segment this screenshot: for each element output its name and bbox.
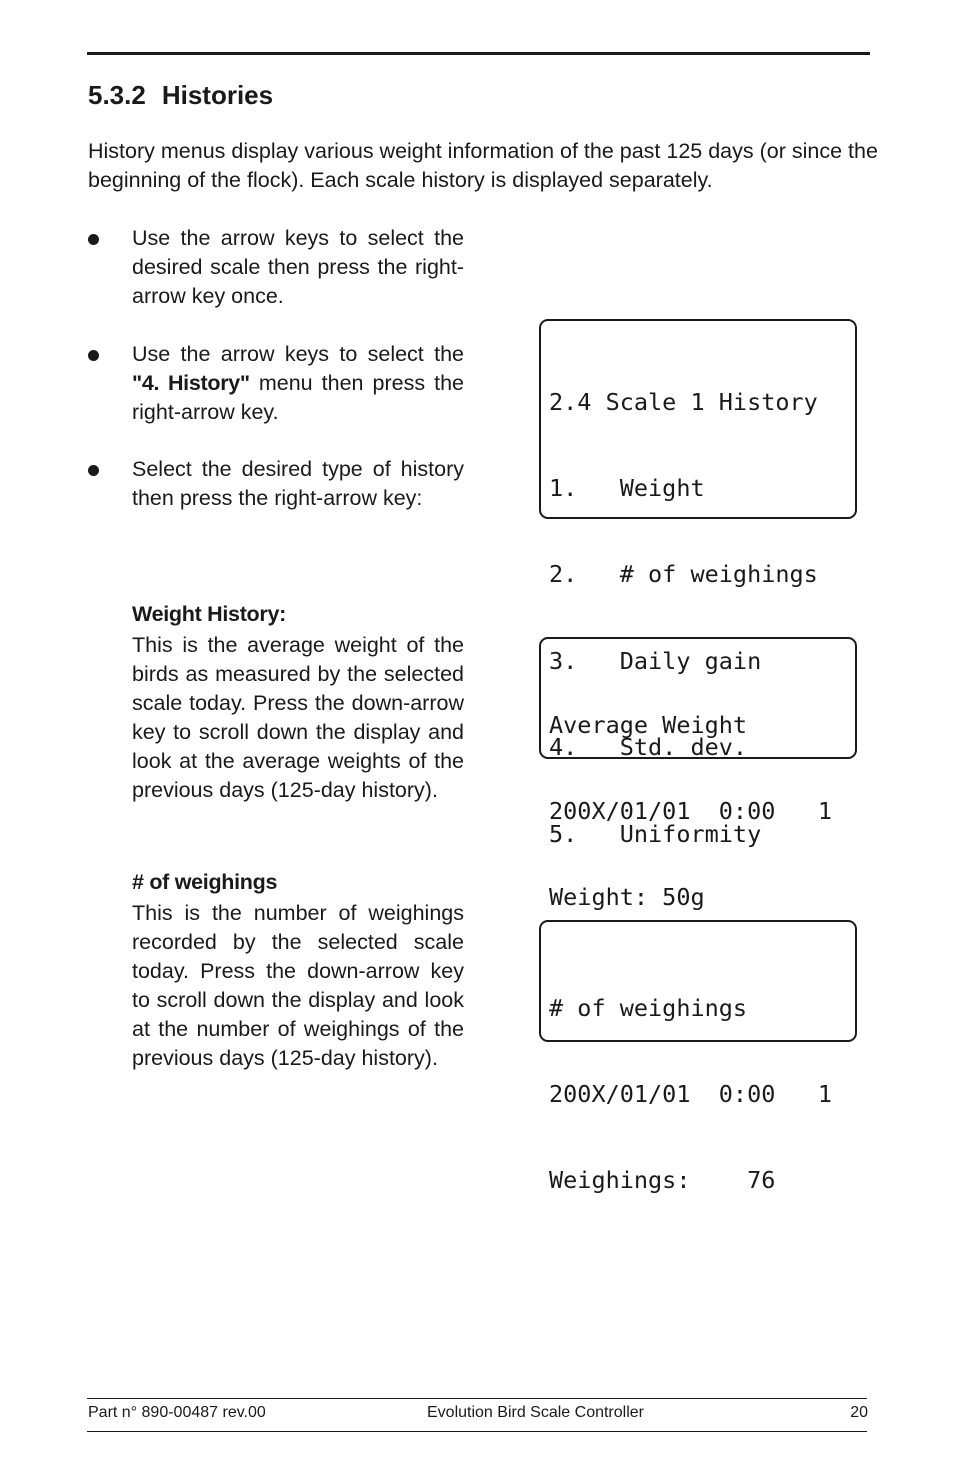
bullet-text-1: Use the arrow keys to select the desired scale then press the right-arrow key once. [132, 226, 464, 308]
footer [88, 1404, 868, 1426]
bullet-item-1 [88, 224, 468, 314]
intro-paragraph: History menus display various weight information of the past 125 days (or since the beginning of the flock). Each scale history is displayed separately. [88, 139, 878, 192]
bullet-icon [88, 234, 99, 245]
lcd-line: 2. # of weighings [549, 560, 818, 589]
header-rule [87, 52, 870, 55]
menu-reference: "4. History" [132, 371, 250, 395]
weighings-heading: # of weighings [132, 870, 278, 894]
bullet-item-2 [88, 340, 468, 430]
lcd-line: 200X/01/01 0:00 1 [549, 1079, 832, 1108]
footer-rule-bottom [87, 1431, 867, 1432]
weight-history-heading: Weight History: [132, 602, 286, 626]
lcd-line: 1. Weight [549, 473, 705, 502]
lcd-line: 200X/01/01 0:00 1 [549, 796, 832, 825]
lcd-line: Weight: 50g [549, 883, 705, 912]
footer-product-name: Evolution Bird Scale Controller [427, 1404, 644, 1421]
footer-rule-top [87, 1398, 867, 1399]
footer-page-number: 20 [850, 1404, 868, 1421]
bullet-icon [88, 350, 99, 361]
section-title [88, 80, 273, 111]
lcd-line: 4. Std. dev. [549, 733, 748, 762]
lcd-line: # of weighings [549, 993, 748, 1022]
lcd-line: 3. Daily gain [549, 646, 762, 675]
lcd-line: 2.4 Scale 1 History [549, 387, 818, 416]
lcd-line: 5. Uniformity [549, 819, 762, 848]
weighings-body: This is the number of weighings recorded by the selected scale today. Press the down-arrow key to scroll down the display and look at the number of weighings of the previous days (125-day history). [132, 901, 464, 1070]
footer-part-number: Part n° 890-00487 rev.00 [88, 1404, 266, 1421]
section-title-text: Histories [161, 80, 274, 110]
lcd-line: Weighings: 76 [549, 1166, 776, 1195]
weighings-section [132, 868, 464, 1073]
weight-history-body: This is the average weight of the birds as measured by the selected scale today. Press the down-arrow key to scroll down the display and look at the average weights of the previous days (125-day history). [132, 633, 464, 802]
lcd-weighings [539, 920, 857, 1195]
bullet-item-3 [88, 455, 468, 545]
lcd-line: Average Weight [549, 710, 748, 739]
bullet-text-2: Use the arrow keys to select the "4. History" menu then press the right-arrow key. [132, 342, 465, 424]
bullet-icon [88, 465, 99, 476]
weight-history-section [132, 600, 464, 805]
section-number: 5.3.2 [88, 80, 146, 110]
bullet-text-3: Select the desired type of history then press the right-arrow key: [132, 457, 464, 510]
